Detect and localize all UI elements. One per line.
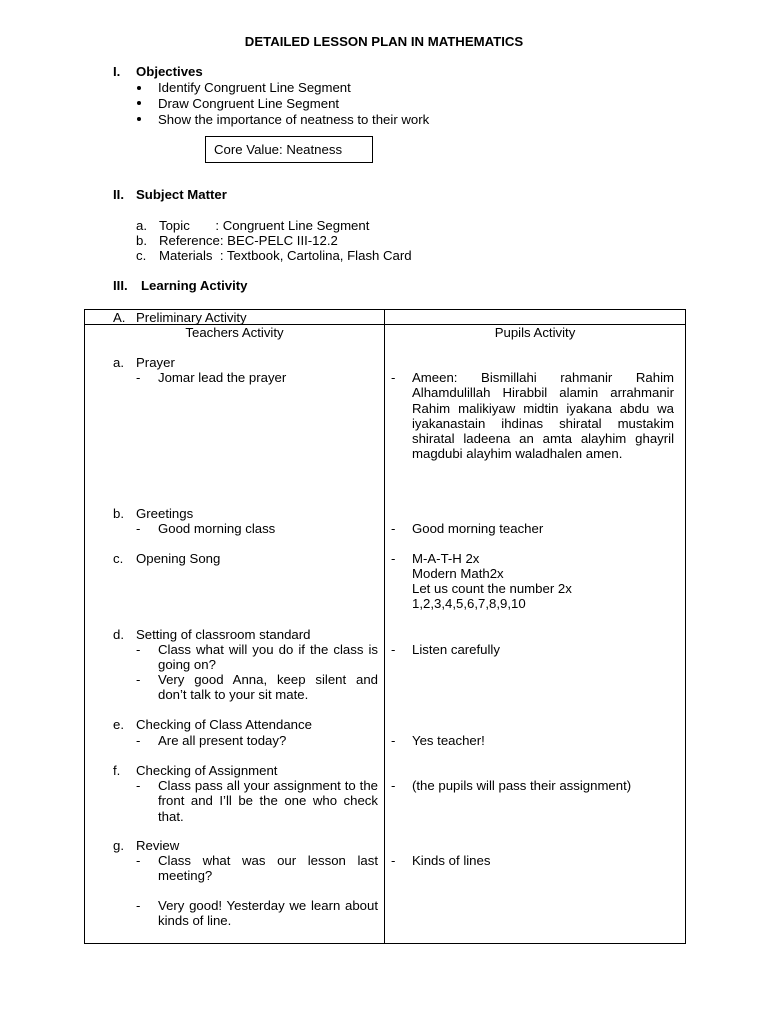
dash: - [391,521,396,536]
dash: - [136,642,141,657]
item-text: Prayer [136,355,175,370]
section-heading: Learning Activity [141,278,248,293]
item-text: Topic : Congruent Line Segment [159,218,370,233]
item-text: Materials : Textbook, Cartolina, Flash Card [159,248,412,263]
item-text: Setting of classroom standard [136,627,311,642]
core-value-label: Core Value: Neatness [214,142,343,157]
teacher-line: Class pass all your assignment to the front and I’ll be the one who check that. [158,778,378,824]
item-letter: g. [113,838,124,853]
section-heading: Subject Matter [136,187,227,202]
pupil-response: Kinds of lines [412,853,491,868]
item-text: Checking of Assignment [136,763,278,778]
table-divider [384,309,385,944]
section-numeral: III. [113,278,128,293]
teacher-line: Good morning class [158,521,276,536]
table-border-right [685,309,686,944]
item-letter: c. [136,248,147,263]
item-letter: b. [136,233,147,248]
column-header-pupils: Pupils Activity [494,325,576,340]
table-border-bottom [84,943,686,944]
column-header-teacher: Teachers Activity [185,325,284,340]
item-letter: a. [113,355,124,370]
item-letter: f. [113,763,121,778]
item-text: Reference: BEC-PELC III-12.2 [159,233,338,248]
dash: - [136,370,141,385]
objective-item: Show the importance of neatness to their work [158,112,430,127]
dash: - [136,733,141,748]
item-text: Greetings [136,506,194,521]
item-text: Opening Song [136,551,221,566]
dash: - [391,853,396,868]
dash: - [136,778,141,793]
item-text: Review [136,838,180,853]
pupil-response: Listen carefully [412,642,500,657]
teacher-line: Class what was our lesson last meeting? [158,853,378,884]
table-border-left [84,309,85,944]
pupil-response: Let us count the number 2x [412,581,572,596]
section-heading: Objectives [136,64,203,79]
dash: - [391,778,396,793]
item-letter: c. [113,551,124,566]
pupil-response: (the pupils will pass their assignment) [412,778,632,793]
item-letter: d. [113,627,124,642]
dash: - [136,521,141,536]
pupil-response: Modern Math2x [412,566,504,581]
item-text: Preliminary Activity [136,310,247,325]
objective-item: Identify Congruent Line Segment [158,80,351,95]
pupil-response: 1,2,3,4,5,6,7,8,9,10 [412,596,526,611]
section-numeral: I. [113,64,121,79]
pupil-response: Ameen: Bismillahi rahmanir Rahim Alhamdulillah Hirabbil alamin arrahmanir Rahim malikiyaw midtin iyakana abdu wa iyakanastain ihdinas shiratal mustakim shiratal ladeena an amta alayhim ghayril magdubi alayhim waladhalen amen. [412,370,674,462]
dash: - [391,642,396,657]
document-title: DETAILED LESSON PLAN IN MATHEMATICS [244,34,524,49]
dash: - [391,551,396,566]
bullet-icon [137,117,141,121]
teacher-line: Class what will you do if the class is going on? [158,642,378,673]
dash: - [391,370,396,385]
dash: - [136,898,141,913]
teacher-line: Jomar lead the prayer [158,370,287,385]
dash: - [136,853,141,868]
bullet-icon [137,101,141,105]
teacher-line: Are all present today? [158,733,287,748]
item-letter: a. [136,218,147,233]
pupil-response: Yes teacher! [412,733,485,748]
item-letter: e. [113,717,124,732]
objective-item: Draw Congruent Line Segment [158,96,340,111]
teacher-line: Very good! Yesterday we learn about kinds of line. [158,898,378,929]
bullet-icon [137,86,141,90]
dash: - [136,672,141,687]
item-letter: A. [113,310,126,325]
core-value-box [205,136,373,163]
pupil-response: Good morning teacher [412,521,544,536]
section-numeral: II. [113,187,124,202]
item-letter: b. [113,506,124,521]
dash: - [391,733,396,748]
item-text: Checking of Class Attendance [136,717,312,732]
pupil-response: M-A-T-H 2x [412,551,480,566]
teacher-line: Very good Anna, keep silent and don’t talk to your sit mate. [158,672,378,703]
